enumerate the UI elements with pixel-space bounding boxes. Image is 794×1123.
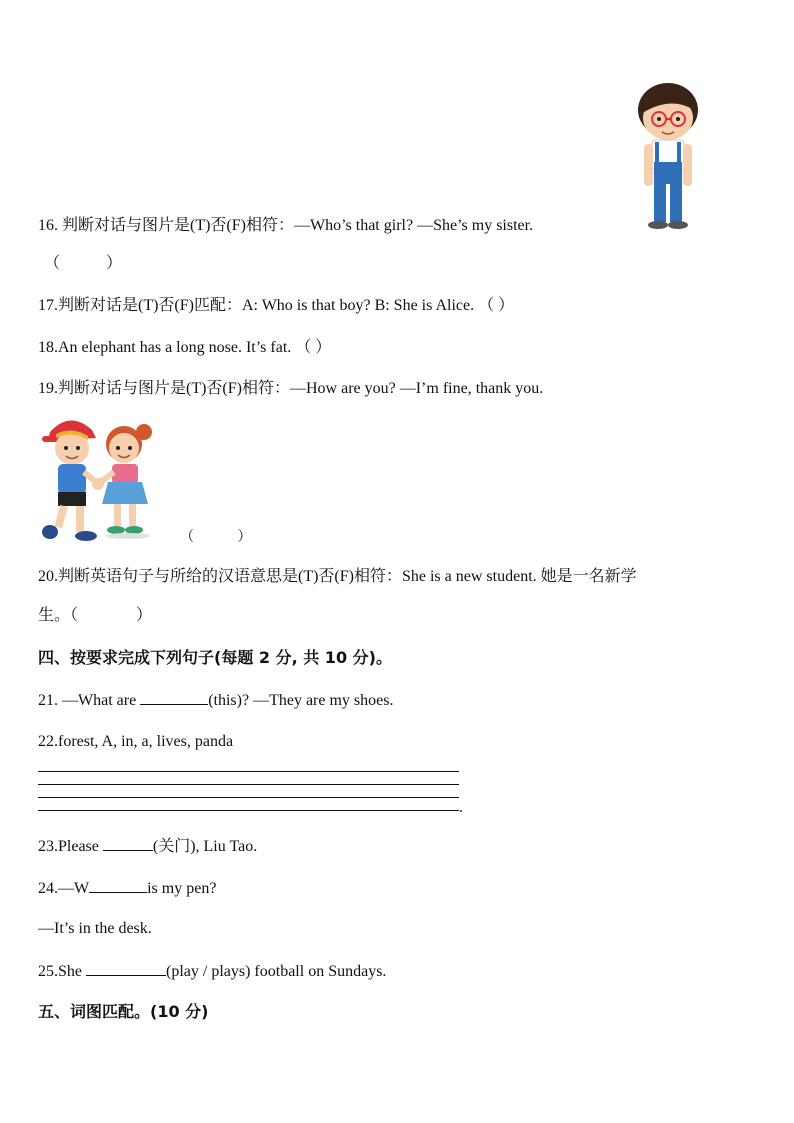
question-24 [38, 878, 216, 899]
question-21 [38, 690, 393, 711]
question-23-blank[interactable] [103, 836, 153, 851]
answer-line-3[interactable] [38, 797, 459, 798]
question-23 [38, 836, 257, 857]
question-22: 22.forest, A, in, a, lives, panda [38, 733, 234, 750]
question-25-suffix: (play / plays) football on Sundays. [166, 963, 387, 980]
question-21-suffix: (this)? —They are my shoes. [208, 692, 394, 709]
question-25 [38, 961, 386, 982]
question-24-blank[interactable] [89, 878, 147, 893]
question-17: 17.判断对话是(T)否(F)匹配：A: Who is that boy? B: She is Alice. （ ） [38, 297, 515, 314]
section-5-title: 五、词图匹配。(10 分) [38, 1002, 209, 1021]
question-21-blank[interactable] [140, 690, 208, 705]
question-22-end-period: . [459, 799, 463, 816]
question-24-suffix: is my pen? [147, 880, 217, 897]
question-21-prefix: 21. —What are [38, 692, 141, 709]
question-24-prefix: 24.—W [38, 880, 90, 897]
question-19-answer-paren: （ ） [180, 530, 252, 545]
section-4-title: 四、按要求完成下列句子(每题 2 分, 共 10 分)。 [38, 648, 392, 667]
question-23-suffix: (关门), Liu Tao. [152, 838, 258, 855]
kids-illustration [36, 412, 176, 547]
question-25-blank[interactable] [86, 961, 166, 976]
question-25-prefix: 25.She [38, 963, 86, 980]
question-20-continued: 生。（ ） [38, 607, 153, 624]
answer-line-2[interactable] [38, 784, 459, 785]
question-23-prefix: 23.Please [38, 838, 103, 855]
question-16: 16. 判断对话与图片是(T)否(F)相符：—Who’s that girl? —She’s my sister. [38, 217, 534, 234]
question-16-answer-paren: （ ） [44, 255, 123, 272]
question-18: 18.An elephant has a long nose. It’s fat. （ ） [38, 339, 332, 356]
boy-illustration [632, 82, 702, 232]
question-20: 20.判断英语句子与所给的汉语意思是(T)否(F)相符：She is a new student. 她是一名新学 [38, 568, 637, 585]
question-24-answer: —It’s in the desk. [38, 920, 152, 937]
answer-line-4[interactable] [38, 810, 459, 811]
question-19: 19.判断对话与图片是(T)否(F)相符：—How are you? —I’m fine, thank you. [38, 380, 544, 397]
answer-line-1[interactable] [38, 771, 459, 772]
